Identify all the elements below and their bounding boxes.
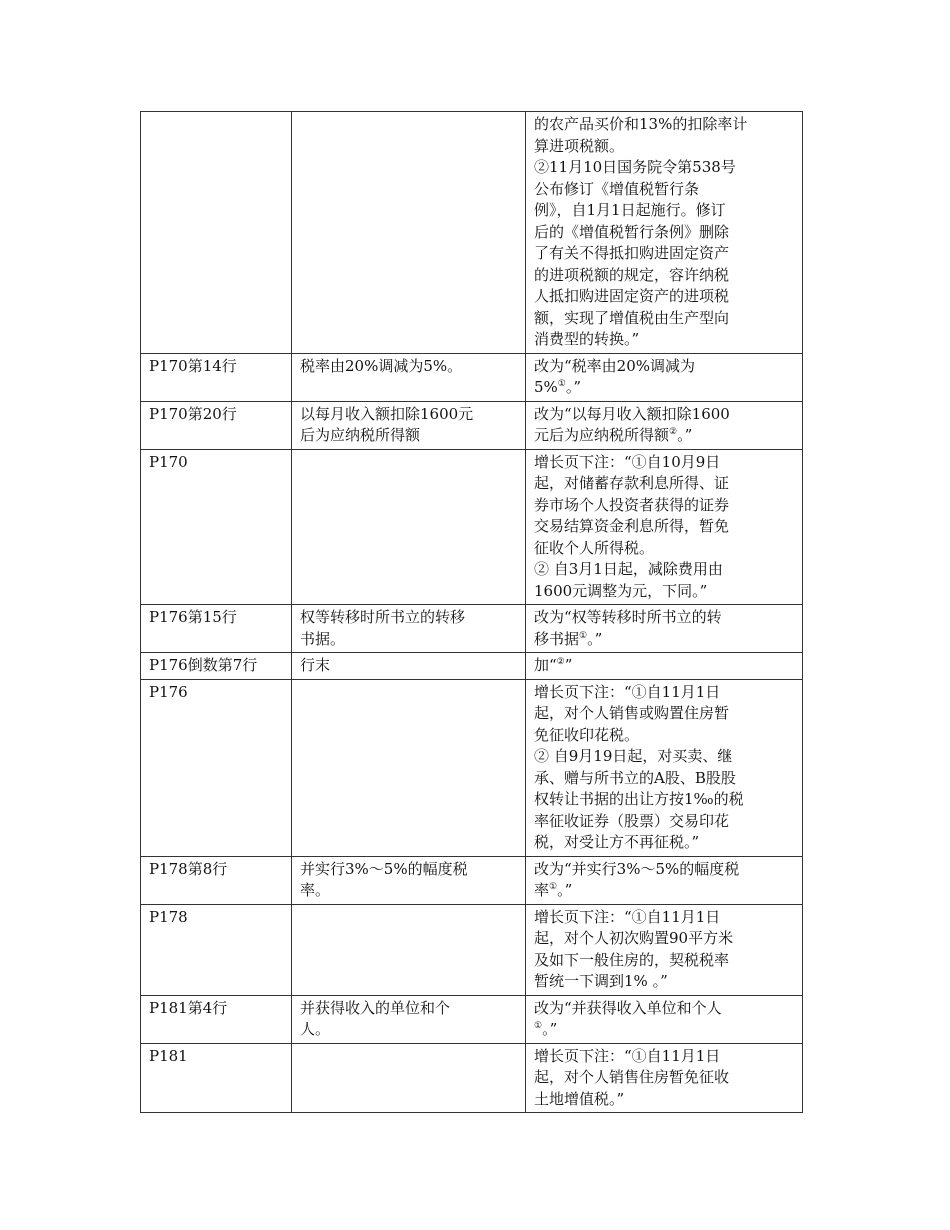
footnote-mark: ① xyxy=(557,379,566,389)
correction-cell xyxy=(526,856,803,904)
text-line: 算进项税额。 xyxy=(534,136,625,155)
text-line: 起，对个人初次购置90平方米 xyxy=(534,929,734,947)
table-row xyxy=(141,856,803,904)
text-line: ② 自9月19日起，对买卖、继 xyxy=(534,747,733,765)
correction-cell xyxy=(526,1043,803,1113)
correction-cell xyxy=(526,353,803,401)
correction-cell xyxy=(526,653,803,680)
correction-cell xyxy=(526,995,803,1043)
text-line: ①。” xyxy=(534,1020,558,1038)
text-line: 率。 xyxy=(300,881,331,899)
table-row xyxy=(141,112,803,354)
text-line: 移书据①。” xyxy=(534,629,603,648)
text-line: 免征收印花税。 xyxy=(534,725,640,744)
text-line: 暂统一下调到1% 。” xyxy=(534,972,668,990)
text-line: 起，对个人销售住房暂免征收 xyxy=(534,1068,730,1086)
footnote-mark: ① xyxy=(549,882,558,892)
text-line: ② 自3月1日起，减除费用由 xyxy=(534,560,723,578)
text-line: 增长页下注：“①自11月1日 xyxy=(534,1046,721,1065)
location-cell: P170第14行 xyxy=(141,353,292,401)
text-line: 券市场个人投资者获得的证券 xyxy=(534,495,730,514)
text-line: 增长页下注：“①自11月1日 xyxy=(534,907,721,926)
text-line: 率①。” xyxy=(534,881,573,899)
text-line: 税，对受让方不再征税。” xyxy=(534,833,700,851)
correction-cell xyxy=(526,904,803,995)
original-cell xyxy=(292,605,526,653)
text-line: 权等转移时所书立的转移 xyxy=(300,608,466,626)
location-cell: P176第15行 xyxy=(141,605,292,653)
original-cell xyxy=(292,679,526,856)
table-row xyxy=(141,401,803,449)
original-cell xyxy=(292,995,526,1043)
correction-cell xyxy=(526,605,803,653)
text-line: 消费型的转换。” xyxy=(534,330,640,348)
table-row xyxy=(141,679,803,856)
errata-table xyxy=(140,111,803,1113)
text-line: 并获得收入的单位和个 xyxy=(300,998,451,1017)
text-line: 改为“权等转移时所书立的转 xyxy=(534,608,722,626)
footnote-mark: ① xyxy=(579,630,588,641)
table-row xyxy=(141,904,803,995)
text-line: 改为“税率由20%调减为 xyxy=(534,356,696,375)
location-cell: P181第4行 xyxy=(141,995,292,1043)
text-line: 交易结算资金利息所得，暂免 xyxy=(534,517,730,535)
text-line: 及如下一般住房的，契税税率 xyxy=(534,950,730,969)
table-row xyxy=(141,653,803,680)
text-line: 后为应纳税所得额 xyxy=(300,426,421,444)
table-row xyxy=(141,995,803,1043)
text-line: 土地增值税。” xyxy=(534,1089,625,1108)
text-line: 了有关不得抵扣购进固定资产 xyxy=(534,244,730,262)
original-cell xyxy=(292,1043,526,1113)
text-line: 人。 xyxy=(300,1020,331,1038)
original-cell xyxy=(292,112,526,354)
footnote-mark: ② xyxy=(556,657,565,667)
text-line: 的进项税额的规定，容许纳税 xyxy=(534,265,730,284)
location-cell xyxy=(141,112,292,354)
location-cell: P176 xyxy=(141,679,292,856)
original-cell xyxy=(292,856,526,904)
table-row xyxy=(141,353,803,401)
original-cell xyxy=(292,904,526,995)
correction-cell xyxy=(526,401,803,449)
text-line: 改为“以每月收入额扣除1600 xyxy=(534,404,730,423)
text-line: 5%①。” xyxy=(534,378,582,396)
text-line: 承、赠与所书立的A股、B股股 xyxy=(534,768,736,787)
text-line: 的农产品买价和13%的扣除率计 xyxy=(534,115,748,133)
table-row xyxy=(141,449,803,605)
original-cell: 行末 xyxy=(292,653,526,680)
location-cell: P178第8行 xyxy=(141,856,292,904)
correction-cell xyxy=(526,679,803,856)
footnote-mark: ① xyxy=(534,1021,543,1031)
text-line: 起，对个人销售或购置住房暂 xyxy=(534,704,730,722)
text-line: 人抵扣购进固定资产的进项税 xyxy=(534,287,730,305)
text-line: 公布修订《增值税暂行条 xyxy=(534,179,700,198)
text-line: 起，对储蓄存款利息所得、证 xyxy=(534,474,730,492)
text-line: 书据。 xyxy=(300,629,346,648)
text-line: 以每月收入额扣除1600元 xyxy=(300,404,474,423)
text-line: 改为“并获得收入单位和个人 xyxy=(534,998,722,1017)
text-line: 1600元调整为元，下同。” xyxy=(534,581,708,600)
text-line: 额，实现了增值税由生产型向 xyxy=(534,308,730,327)
text-line: 增长页下注：“①自10月9日 xyxy=(534,452,721,471)
original-cell xyxy=(292,401,526,449)
text-line: 征收个人所得税。 xyxy=(534,538,655,557)
text-line: ②11月10日国务院令第538号 xyxy=(534,158,736,176)
text-line: 元后为应纳税所得额②。” xyxy=(534,426,693,444)
text-line: 例》，自1月1日起施行。修订 xyxy=(534,201,726,219)
location-cell: P181 xyxy=(141,1043,292,1113)
text-line: 增长页下注：“①自11月1日 xyxy=(534,682,721,701)
location-cell: P176倒数第7行 xyxy=(141,653,292,680)
original-cell xyxy=(292,449,526,605)
text-line: 率征收证券（股票）交易印花 xyxy=(534,811,730,830)
text-line: 权转让书据的出让方按1‰的税 xyxy=(534,790,744,808)
text-line: 加“②” xyxy=(534,656,573,674)
text-line: 并实行3%～5%的幅度税 xyxy=(300,859,468,878)
text-line: 改为“并实行3%～5%的幅度税 xyxy=(534,859,740,878)
table-row xyxy=(141,605,803,653)
text-line: 后的《增值税暂行条例》删除 xyxy=(534,222,730,241)
table-row xyxy=(141,1043,803,1113)
correction-cell xyxy=(526,112,803,354)
location-cell: P170 xyxy=(141,449,292,605)
correction-cell xyxy=(526,449,803,605)
location-cell: P170第20行 xyxy=(141,401,292,449)
original-cell: 税率由20%调减为5%。 xyxy=(292,353,526,401)
location-cell: P178 xyxy=(141,904,292,995)
footnote-mark: ② xyxy=(669,427,678,437)
